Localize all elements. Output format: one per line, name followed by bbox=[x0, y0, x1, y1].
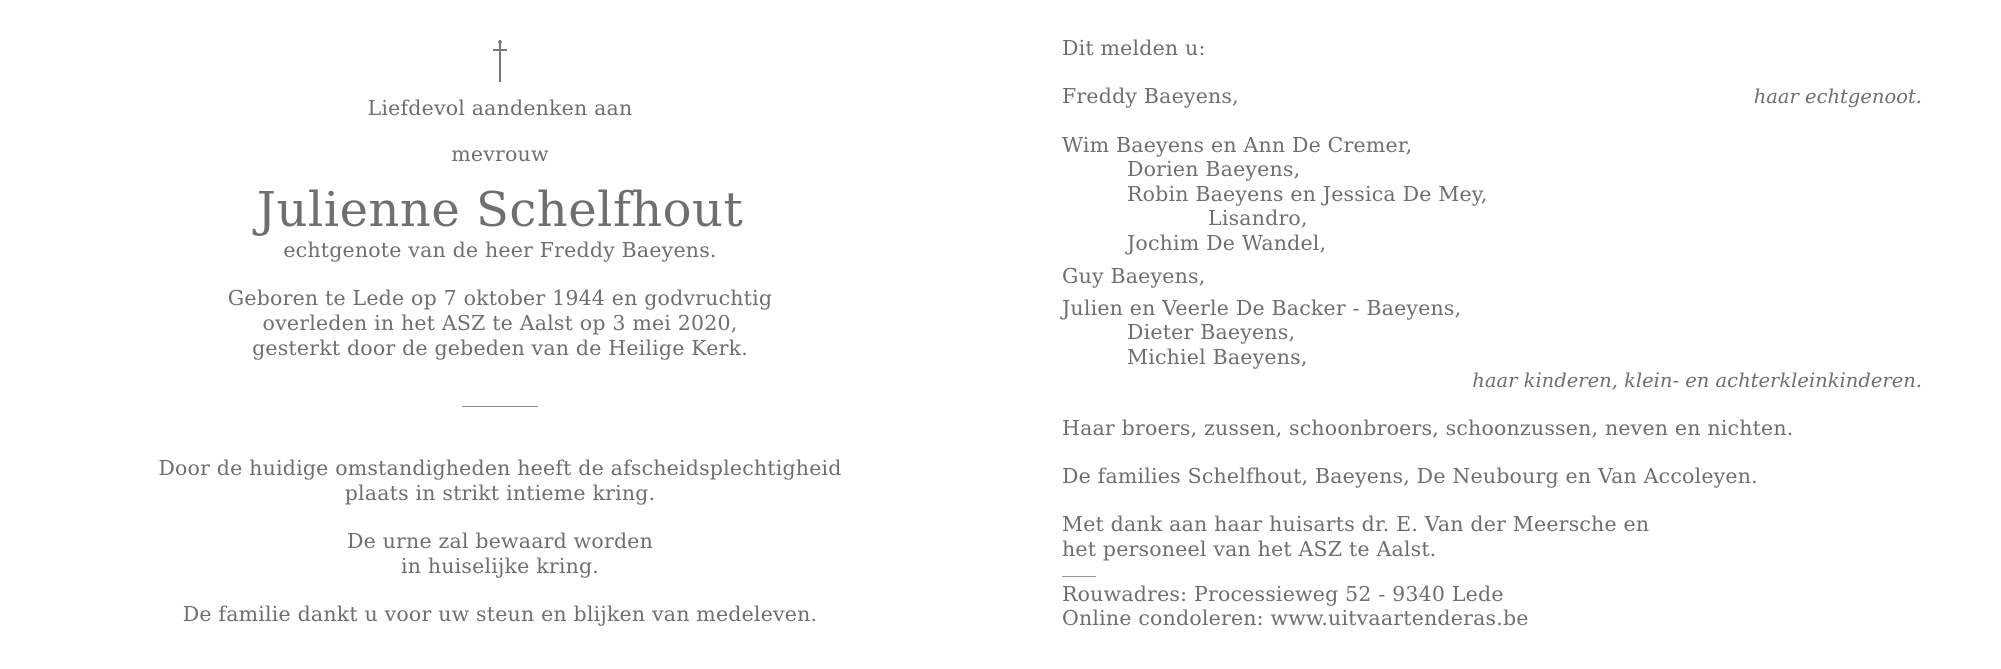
families-line: De families Schelfhout, Baeyens, De Neubourg en Van Accoleyen. bbox=[1062, 464, 1758, 488]
notice-line: Door de huidige omstandigheden heeft de afscheidsplechtigheid bbox=[158, 456, 842, 480]
husband-role: haar echtgenoot. bbox=[1753, 85, 1922, 108]
cross-icon bbox=[150, 38, 850, 86]
address-line: Rouwadres: Processieweg 52 - 9340 Lede bbox=[1062, 582, 1504, 606]
family-member: Robin Baeyens en Jessica De Mey, bbox=[1127, 182, 1488, 206]
notice-line: plaats in strikt intieme kring. bbox=[344, 481, 656, 505]
thanks-line: Met dank aan haar huisarts dr. E. Van der Meersche en bbox=[1062, 512, 1650, 536]
spouse-line: echtgenote van de heer Freddy Baeyens. bbox=[283, 238, 717, 262]
family-member: Julien en Veerle De Backer - Baeyens, bbox=[1062, 296, 1462, 320]
siblings-line: Haar broers, zussen, schoonbroers, schoonzussen, neven en nichten. bbox=[1062, 416, 1794, 440]
family-member: Guy Baeyens, bbox=[1062, 264, 1206, 288]
intro-text: Liefdevol aandenken aan bbox=[367, 96, 633, 120]
online-condolence-line: Online condoleren: www.uitvaartenderas.be bbox=[1062, 606, 1529, 630]
family-member: Michiel Baeyens, bbox=[1127, 345, 1308, 369]
birth-line: Geboren te Lede op 7 oktober 1944 en godvruchtig bbox=[227, 286, 773, 310]
small-divider bbox=[1062, 576, 1096, 577]
right-panel bbox=[1062, 0, 1922, 669]
family-member: Lisandro, bbox=[1208, 206, 1308, 230]
husband-name: Freddy Baeyens, bbox=[1062, 84, 1239, 108]
birth-line: overleden in het ASZ te Aalst op 3 mei 2020, bbox=[262, 311, 738, 335]
family-member: Dieter Baeyens, bbox=[1127, 320, 1296, 344]
family-member: Jochim De Wandel, bbox=[1127, 231, 1327, 255]
family-member: Wim Baeyens en Ann De Cremer, bbox=[1062, 133, 1413, 157]
urn-line: in huiselijke kring. bbox=[400, 554, 600, 578]
birth-line: gesterkt door de gebeden van de Heilige Kerk. bbox=[252, 336, 748, 360]
announcement-heading: Dit melden u: bbox=[1062, 36, 1206, 60]
children-role: haar kinderen, klein- en achterkleinkinderen. bbox=[1472, 369, 1922, 392]
left-panel bbox=[150, 0, 850, 669]
urn-line: De urne zal bewaard worden bbox=[346, 529, 654, 553]
family-member: Dorien Baeyens, bbox=[1127, 157, 1301, 181]
salutation-text: mevrouw bbox=[451, 142, 549, 166]
thanks-line: het personeel van het ASZ te Aalst. bbox=[1062, 537, 1437, 561]
family-thanks: De familie dankt u voor uw steun en blijken van medeleven. bbox=[182, 602, 818, 626]
deceased-name: Julienne Schelfhout bbox=[256, 182, 744, 238]
divider-line bbox=[462, 406, 538, 407]
